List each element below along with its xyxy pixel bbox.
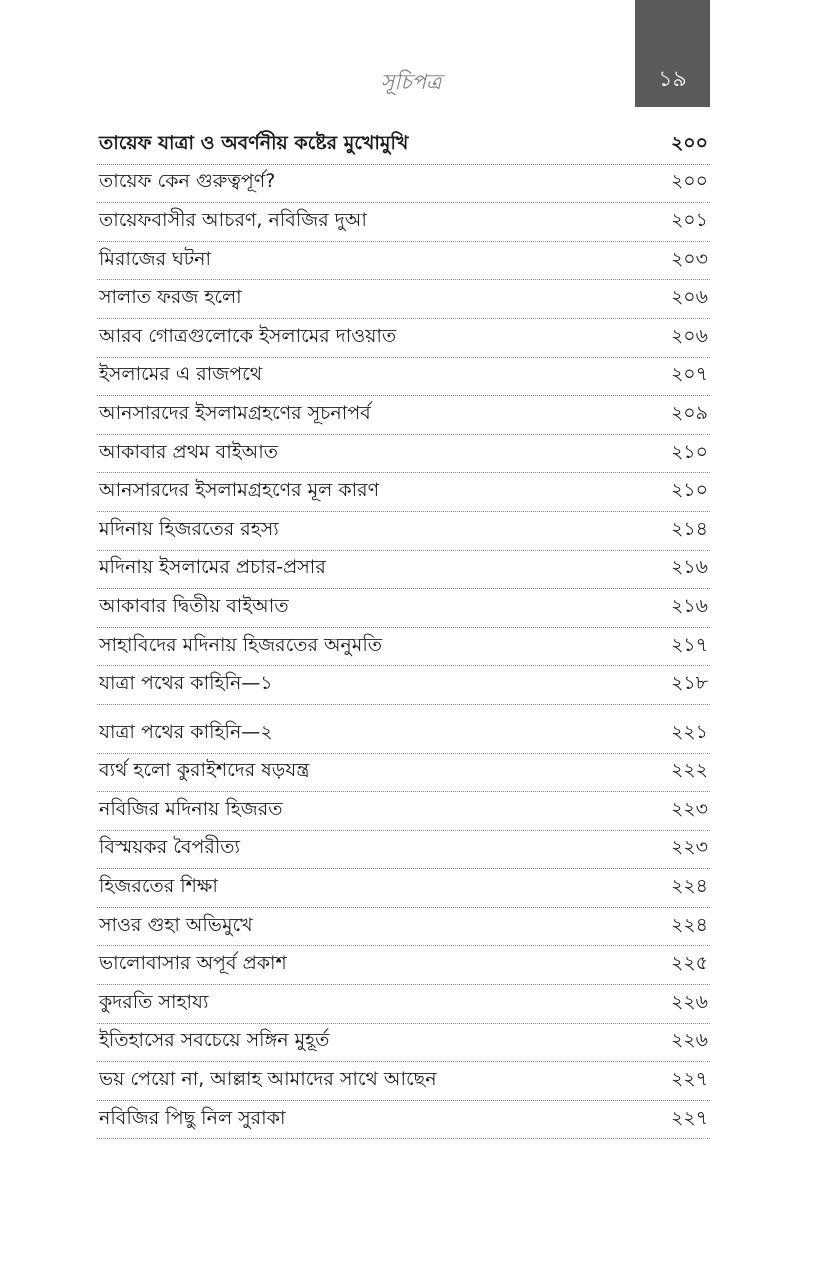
toc-entry-title: তায়েফবাসীর আচরণ, নবিজির দুআ: [99, 208, 367, 231]
toc-entry-title: আনসারদের ইসলামগ্রহণের মূল কারণ: [99, 479, 380, 502]
toc-entry-heading[interactable]: [97, 126, 710, 165]
toc-entry-page: ২০৯: [670, 401, 708, 424]
toc-entry-title: তায়েফ কেন গুরুত্বপূর্ণ?: [99, 170, 276, 193]
toc-entry-page: ২০০: [670, 131, 708, 154]
toc-entry-page: ২১৭: [670, 633, 708, 656]
toc-entry-page: ২২৬: [670, 1029, 708, 1052]
toc-entry[interactable]: [97, 792, 710, 831]
toc-entry[interactable]: [97, 358, 710, 397]
running-head: সূচিপত্র: [380, 70, 442, 94]
toc-entry-page: ২২১: [670, 720, 708, 743]
toc-entry-title: ইতিহাসের সবচেয়ে সঙ্গিন মুহূর্ত: [99, 1029, 330, 1052]
toc-entry-page: ২১০: [670, 440, 708, 463]
toc-entry-title: আকাবার প্রথম বাইআত: [99, 440, 279, 463]
toc-entry-title: মদিনায় ইসলামের প্রচার-প্রসার: [99, 556, 326, 579]
toc-entry[interactable]: [97, 473, 710, 512]
toc-entry-title: নবিজির পিছু নিল সুরাকা: [99, 1106, 286, 1129]
page-number: ১৯: [658, 67, 687, 92]
toc-entry-page: ২২৪: [670, 875, 708, 898]
toc-entry[interactable]: [97, 551, 710, 590]
toc-entry-page: ২২২: [670, 759, 708, 782]
toc-entry-page: ২১৬: [670, 556, 708, 579]
toc-entry[interactable]: [97, 754, 710, 793]
toc-entry[interactable]: [97, 831, 710, 870]
toc-entry-page: ২২৩: [670, 836, 708, 859]
toc-entry-title: হিজরতের শিক্ষা: [99, 875, 218, 898]
toc-entry-title: আরব গোত্রগুলোকে ইসলামের দাওয়াত: [99, 324, 397, 347]
toc-entry-page: ২০৬: [670, 324, 708, 347]
toc-entry[interactable]: [97, 1062, 710, 1101]
toc-entry-title: নবিজির মদিনায় হিজরত: [99, 797, 283, 820]
toc-entry[interactable]: [97, 715, 710, 754]
toc-entry[interactable]: [97, 242, 710, 281]
toc-entry[interactable]: [97, 280, 710, 319]
toc-entry[interactable]: [97, 628, 710, 667]
toc-entry-page: ২১০: [670, 479, 708, 502]
toc-entry[interactable]: [97, 396, 710, 435]
toc-entry-page: ২২৫: [670, 952, 708, 975]
toc-entry-title: আকাবার দ্বিতীয় বাইআত: [99, 594, 289, 617]
toc-entry-title: আনসারদের ইসলামগ্রহণের সূচনাপর্ব: [99, 401, 371, 424]
toc-entry-title: যাত্রা পথের কাহিনি—১: [99, 672, 273, 695]
toc-entry-page: ২০৩: [670, 247, 708, 270]
toc-entry-page: ২২৬: [670, 990, 708, 1013]
toc-entry-title: বিস্ময়কর বৈপরীত্য: [99, 836, 241, 859]
toc-entry-page: ২২৭: [670, 1106, 708, 1129]
toc-entry[interactable]: [97, 512, 710, 551]
toc-entry-page: ২১৪: [670, 517, 708, 540]
toc-entry[interactable]: [97, 1024, 710, 1063]
toc-entry-page: ২১৮: [670, 672, 708, 695]
toc-entry-title: মিরাজের ঘটনা: [99, 247, 212, 270]
toc-entry[interactable]: [97, 589, 710, 628]
toc-entry-title: ব্যর্থ হলো কুরাইশদের ষড়যন্ত্র: [99, 759, 310, 782]
toc-entry[interactable]: [97, 1101, 710, 1140]
toc-entry[interactable]: [97, 203, 710, 242]
toc-entry-title: তায়েফ যাত্রা ও অবর্ণনীয় কষ্টের মুখোমুখি: [99, 131, 409, 154]
toc-entry-title: ভয় পেয়ো না, আল্লাহ আমাদের সাথে আছেন: [99, 1068, 437, 1091]
toc-entry-title: সালাত ফরজ হলো: [99, 286, 242, 309]
toc-entry-page: ২০০: [670, 170, 708, 193]
toc-entry[interactable]: [97, 435, 710, 474]
table-of-contents: [97, 126, 710, 1139]
toc-entry-page: ২২৪: [670, 913, 708, 936]
toc-entry[interactable]: [97, 666, 710, 705]
toc-entry-page: ২১৬: [670, 594, 708, 617]
toc-entry-title: ভালোবাসার অপূর্ব প্রকাশ: [99, 952, 287, 975]
toc-entry-title: সাওর গুহা অভিমুখে: [99, 913, 253, 936]
toc-entry-title: যাত্রা পথের কাহিনি—২: [99, 720, 273, 743]
toc-entry-title: কুদরতি সাহায্য: [99, 990, 209, 1013]
toc-entry-title: ইসলামের এ রাজপথে: [99, 363, 263, 386]
toc-entry-page: ২০৭: [670, 363, 708, 386]
toc-entry-title: মদিনায় হিজরতের রহস্য: [99, 517, 279, 540]
toc-entry-page: ২০৬: [670, 286, 708, 309]
toc-entry[interactable]: [97, 869, 710, 908]
toc-entry[interactable]: [97, 165, 710, 204]
toc-entry-title: সাহাবিদের মদিনায় হিজরতের অনুমতি: [99, 633, 383, 656]
toc-entry-page: ২০১: [670, 208, 708, 231]
toc-entry[interactable]: [97, 908, 710, 947]
toc-entry[interactable]: [97, 319, 710, 358]
toc-entry-page: ২২৩: [670, 797, 708, 820]
toc-entry[interactable]: [97, 946, 710, 985]
toc-entry-page: ২২৭: [670, 1068, 708, 1091]
toc-entry[interactable]: [97, 985, 710, 1024]
